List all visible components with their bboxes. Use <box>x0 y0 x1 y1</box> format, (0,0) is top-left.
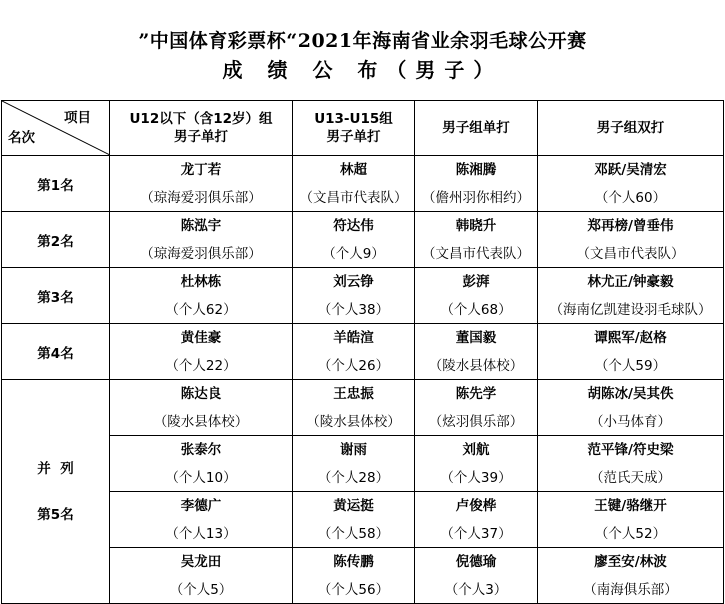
player-name: 董国毅 <box>455 329 497 346</box>
col-header-u12 <box>110 101 293 156</box>
document-title: ”中国体育彩票杯“2021年海南省业余羽毛球公开赛 <box>138 30 587 52</box>
player-club: （范氏天成） <box>590 469 671 486</box>
result-cell <box>293 268 415 324</box>
player-club: （陵水县体校） <box>428 357 524 374</box>
rank-label: 名次 <box>8 130 35 146</box>
player-club: （个人37） <box>440 525 512 542</box>
player-name: 谢雨 <box>340 441 367 458</box>
player-name: 郑再榜/曾垂伟 <box>587 217 674 234</box>
player-name: 陈达良 <box>180 385 222 402</box>
result-cell <box>293 156 415 212</box>
col-header-men-singles: 男子组单打 <box>415 101 538 156</box>
result-cell <box>110 212 293 268</box>
tied-rank-label: 第5名 <box>37 506 74 523</box>
player-name: 刘航 <box>462 441 490 458</box>
player-name: 林尤正/钟豪毅 <box>587 273 674 290</box>
player-name: 谭熙军/赵格 <box>594 329 667 346</box>
player-club: （个人22） <box>165 357 237 374</box>
tied-row <box>2 380 724 436</box>
result-cell <box>110 492 293 548</box>
player-club: （个人38） <box>317 301 390 318</box>
player-name: 廖至安/林波 <box>594 553 667 570</box>
col-header-u12-line2: 男子单打 <box>174 129 228 145</box>
result-cell <box>110 548 293 604</box>
result-cell <box>293 212 415 268</box>
player-name: 黄佳豪 <box>180 329 222 346</box>
player-name: 韩晓升 <box>455 217 497 234</box>
player-club: （个人56） <box>317 581 390 598</box>
result-cell <box>415 548 538 604</box>
player-club: （个人5） <box>169 581 233 598</box>
player-club: （个人3） <box>444 581 508 598</box>
player-club: （个人26） <box>317 357 390 374</box>
player-name: 范平锋/符史梁 <box>587 441 674 458</box>
result-cell <box>293 436 415 492</box>
player-name: 陈泓宇 <box>180 217 222 234</box>
rank-cell: 第3名 <box>2 268 110 324</box>
rank-row <box>2 268 724 324</box>
tied-row <box>2 548 724 604</box>
result-cell <box>293 380 415 436</box>
result-cell <box>538 268 724 324</box>
result-cell <box>538 324 724 380</box>
result-cell <box>415 492 538 548</box>
result-cell <box>415 380 538 436</box>
player-name: 李德广 <box>180 497 222 514</box>
player-club: （个人39） <box>440 469 512 486</box>
player-name: 胡陈冰/吴其佚 <box>587 385 674 402</box>
player-club: （海南亿凯建设羽毛球队） <box>549 301 712 318</box>
result-cell <box>538 380 724 436</box>
player-club: （炫羽俱乐部） <box>428 413 524 430</box>
col-header-u13-15 <box>293 101 415 156</box>
result-cell <box>415 156 538 212</box>
rank-row <box>2 156 724 212</box>
rank-cell: 第4名 <box>2 324 110 380</box>
player-name: 张泰尔 <box>180 441 222 458</box>
result-cell <box>110 268 293 324</box>
player-club: （个人13） <box>165 525 237 542</box>
header-row <box>2 101 724 156</box>
player-name: 羊皓渲 <box>333 329 374 346</box>
player-club: （个人59） <box>594 357 667 374</box>
player-name: 倪德瑜 <box>455 553 497 570</box>
tied-rank-cell <box>2 380 110 604</box>
col-header-u13-15-line1: U13-U15组 <box>314 111 393 127</box>
player-club: （小马体育） <box>590 413 671 430</box>
result-cell <box>415 268 538 324</box>
player-name: 刘云铮 <box>333 273 374 290</box>
result-cell <box>293 492 415 548</box>
rank-row <box>2 324 724 380</box>
document-subtitle: 成 绩 公 布（男子） <box>222 58 503 82</box>
corner-header <box>2 101 110 156</box>
col-header-men-doubles: 男子组双打 <box>538 101 724 156</box>
player-name: 杜林栋 <box>180 273 222 290</box>
player-club: （个人28） <box>317 469 390 486</box>
col-header-u13-15-line2: 男子单打 <box>326 129 381 145</box>
player-name: 陈湘腾 <box>455 161 497 178</box>
tied-label: 并 列 <box>37 460 74 477</box>
result-cell <box>538 492 724 548</box>
result-cell <box>538 548 724 604</box>
player-club: （琼海爱羽俱乐部） <box>140 245 262 262</box>
rank-row <box>2 212 724 268</box>
player-club: （陵水县体校） <box>153 413 249 430</box>
result-cell <box>110 436 293 492</box>
player-club: （个人52） <box>594 525 667 542</box>
player-club: （个人60） <box>594 189 667 206</box>
result-cell <box>538 436 724 492</box>
player-name: 龙丁若 <box>180 161 222 178</box>
result-cell <box>415 436 538 492</box>
player-club: （南海俱乐部） <box>583 581 678 598</box>
player-name: 王忠振 <box>333 385 374 402</box>
player-name: 卢俊桦 <box>455 497 497 514</box>
player-name: 邓跃/吴清宏 <box>594 161 667 178</box>
player-name: 林超 <box>340 161 367 178</box>
player-club: （文昌市代表队） <box>422 245 530 262</box>
result-cell <box>293 324 415 380</box>
player-name: 符达伟 <box>333 217 374 234</box>
player-club: （个人58） <box>317 525 390 542</box>
result-cell <box>538 156 724 212</box>
player-club: （个人9） <box>322 245 385 262</box>
player-name: 黄运挺 <box>333 497 374 514</box>
rank-cell: 第1名 <box>2 156 110 212</box>
result-cell <box>415 324 538 380</box>
rank-cell: 第2名 <box>2 212 110 268</box>
result-cell <box>293 548 415 604</box>
player-club: （陵水县体校） <box>306 413 401 430</box>
player-name: 王键/骆继开 <box>594 497 667 514</box>
player-club: （个人68） <box>440 301 512 318</box>
player-name: 吴龙田 <box>180 553 222 570</box>
tied-row <box>2 492 724 548</box>
player-club: （个人62） <box>165 301 237 318</box>
player-club: （个人10） <box>165 469 237 486</box>
tied-row <box>2 436 724 492</box>
result-cell <box>110 156 293 212</box>
player-club: （儋州羽你相约） <box>422 189 530 206</box>
player-club: （琼海爱羽俱乐部） <box>140 189 262 206</box>
result-cell <box>110 324 293 380</box>
item-label: 项目 <box>64 110 91 126</box>
player-name: 陈先学 <box>455 385 497 402</box>
player-club: （文昌市代表队） <box>299 189 408 206</box>
player-club: （文昌市代表队） <box>576 245 685 262</box>
result-cell <box>538 212 724 268</box>
result-cell <box>110 380 293 436</box>
col-header-u12-line1: U12以下（含12岁）组 <box>129 111 273 127</box>
player-name: 彭湃 <box>462 273 490 290</box>
results-table <box>1 100 724 604</box>
result-cell <box>415 212 538 268</box>
player-name: 陈传鹏 <box>333 553 374 570</box>
